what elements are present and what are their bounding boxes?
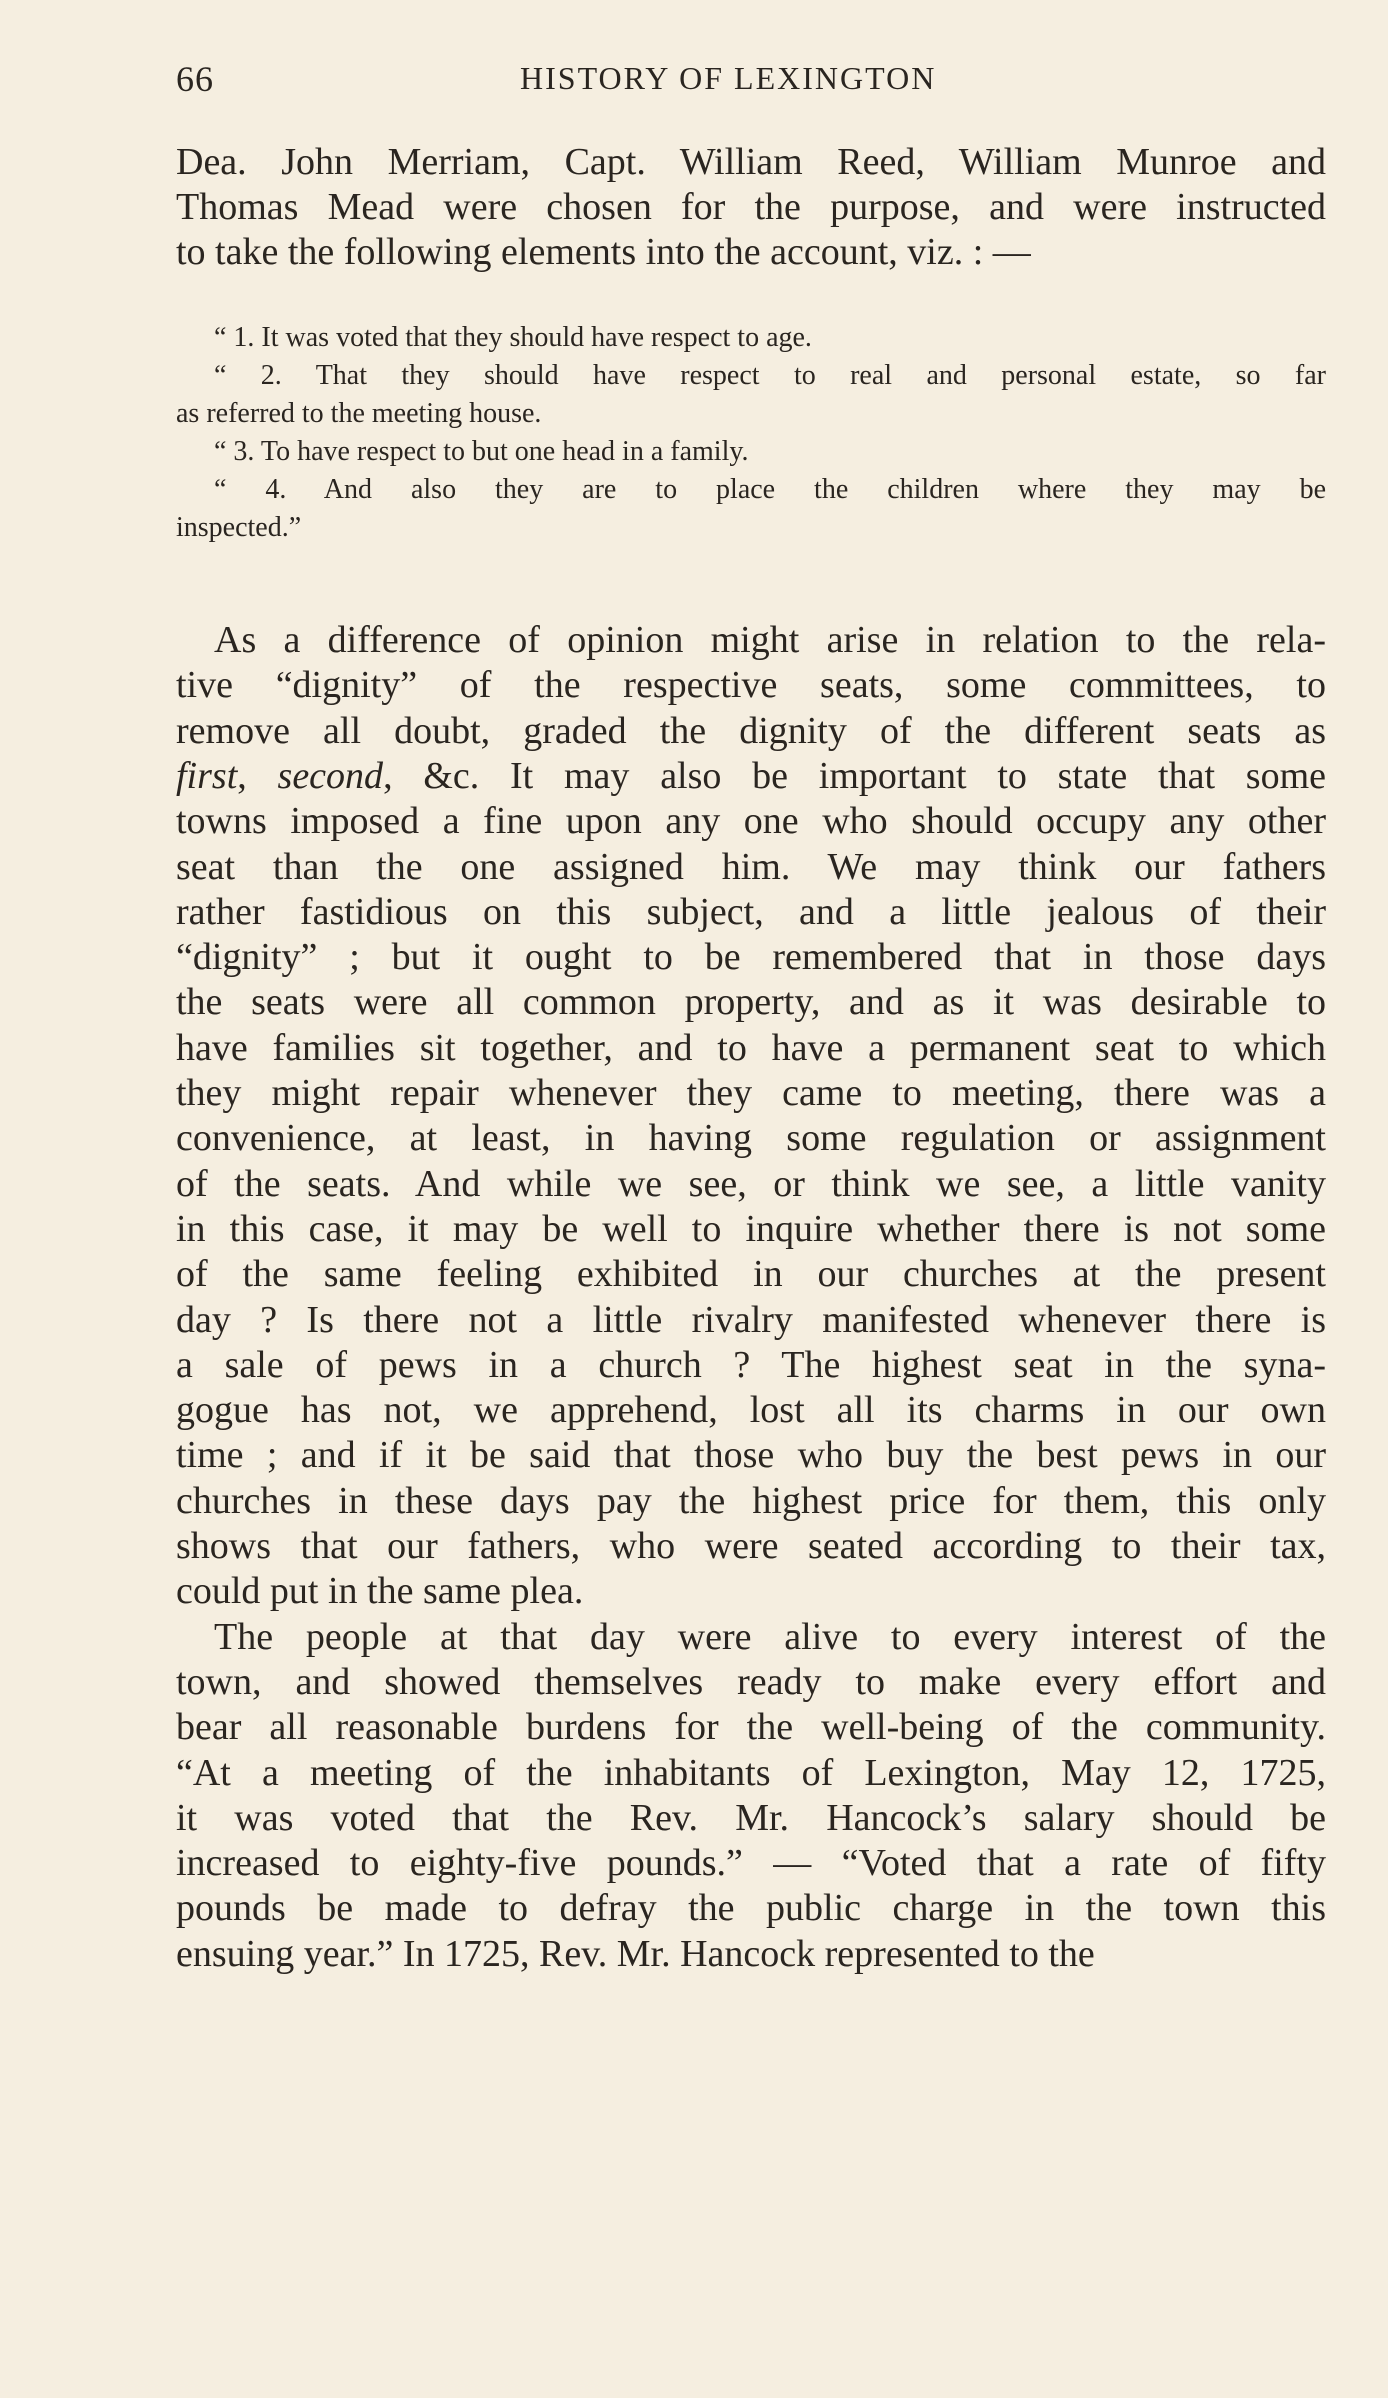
paragraph-line: a sale of pews in a church ? The highest seat in the syna- [176, 1343, 1326, 1386]
paragraph-line: gogue has not, we apprehend, lost all its charms in our own [176, 1389, 1326, 1432]
page-number: 66 [176, 59, 214, 99]
paragraph-line: have families sit together, and to have a permanent seat to which [176, 1026, 1326, 1069]
paragraph-line: churches in these days pay the highest price for them, this only [176, 1479, 1326, 1522]
paragraph-line: “At a meeting of the inhabitants of Lexington, May 12, 1725, [176, 1751, 1326, 1794]
intro-line: to take the following elements into the account, viz. : — [176, 231, 1031, 273]
paragraph-line: ensuing year.” In 1725, Rev. Mr. Hancock represented to the [176, 1932, 1095, 1975]
paragraph-line: town, and showed themselves ready to make every effort and [176, 1660, 1326, 1703]
italic-second: second [277, 754, 384, 797]
paragraph-line: the seats were all common property, and as it was desirable to [176, 981, 1326, 1024]
paragraph-line: day ? Is there not a little rivalry manifested whenever there is [176, 1298, 1326, 1341]
quote-line: “ 2. That they should have respect to real and personal estate, so far [214, 360, 1326, 391]
quote-line: as referred to the meeting house. [176, 398, 542, 429]
paragraph-line: rather fastidious on this subject, and a little jealous of their [176, 890, 1326, 933]
paragraph-line: of the seats. And while we see, or think we see, a little vanity [176, 1162, 1326, 1205]
paragraph-line: As a difference of opinion might arise in relation to the rela- [214, 619, 1326, 661]
page-header [0, 58, 1388, 118]
quote-line: inspected.” [176, 512, 302, 543]
paragraph-line: time ; and if it be said that those who buy the best pews in our [176, 1434, 1326, 1477]
paragraph-line: in this case, it may be well to inquire whether there is not some [176, 1207, 1326, 1250]
paragraph-line: could put in the same plea. [176, 1570, 584, 1613]
intro-line: Dea. John Merriam, Capt. William Reed, William Munroe and [176, 141, 1326, 183]
quote-line: “ 3. To have respect to but one head in a family. [214, 436, 749, 467]
paragraph-line: it was voted that the Rev. Mr. Hancock’s salary should be [176, 1796, 1326, 1839]
quote-line: “ 4. And also they are to place the children where they may be [214, 474, 1326, 505]
paragraph-line: of the same feeling exhibited in our churches at the present [176, 1253, 1326, 1296]
paragraph-line: tive “dignity” of the respective seats, some committees, to [176, 664, 1326, 707]
running-title: HISTORY OF LEXINGTON [520, 60, 937, 96]
paragraph-line: convenience, at least, in having some regulation or assignment [176, 1117, 1326, 1160]
paragraph-line: bear all reasonable burdens for the well-being of the community. [176, 1706, 1326, 1749]
paragraph-line: pounds be made to defray the public charge in the town this [176, 1887, 1326, 1930]
paragraph-line: first, second, &c. It may also be important to state that some [176, 754, 1327, 797]
paragraph-line: shows that our fathers, who were seated according to their tax, [176, 1525, 1326, 1567]
italic-first: first [176, 754, 238, 797]
paragraph-line: they might repair whenever they came to meeting, there was a [176, 1072, 1326, 1114]
paragraph-line: “dignity” ; but it ought to be remembered that in those days [176, 936, 1326, 979]
paragraph-line: towns imposed a fine upon any one who should occupy any other [176, 800, 1326, 843]
quote-line: “ 1. It was voted that they should have respect to age. [214, 322, 812, 353]
paragraph-line: remove all doubt, graded the dignity of the different seats as [176, 709, 1326, 752]
paragraph-line: seat than the one assigned him. We may think our fathers [176, 845, 1326, 888]
paragraph-line: The people at that day were alive to every interest of the [214, 1615, 1326, 1658]
paragraph-line: increased to eighty-five pounds.” — “Voted that a rate of fifty [176, 1842, 1326, 1885]
intro-line: Thomas Mead were chosen for the purpose, and were instructed [176, 186, 1326, 228]
